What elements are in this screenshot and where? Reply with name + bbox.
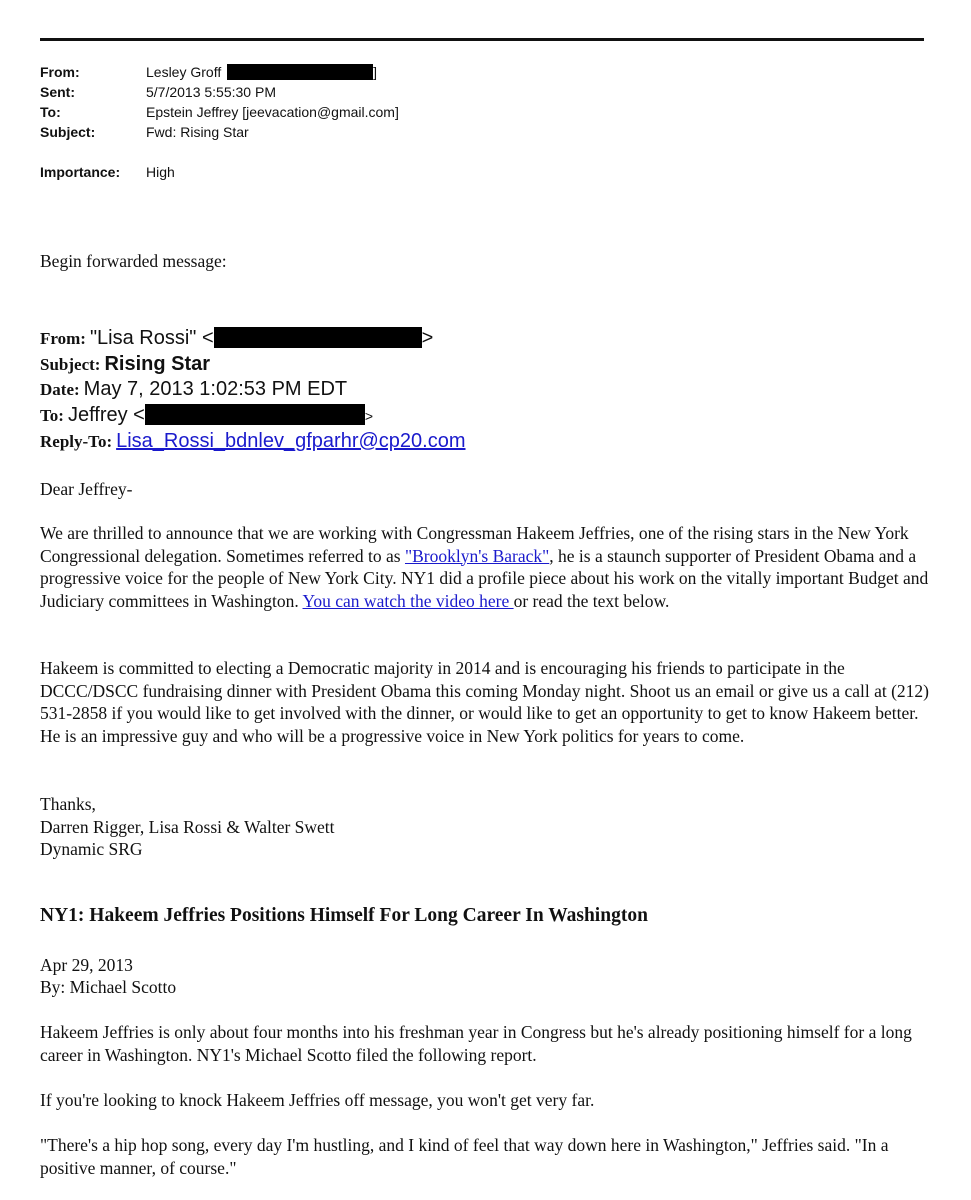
body-p1-text-a: We are thrilled to announce that we are working with Congressman Hakeem Jeffries, one of the rising stars in the New York Congressional delegation. Sometimes referred to as <box>40 523 909 566</box>
article-paragraph-2: If you're looking to knock Hakeem Jeffries off message, you won't get very far. <box>40 1090 595 1110</box>
fwd-subject-label: Subject: <box>40 355 101 374</box>
fwd-subject-value: Rising Star <box>104 353 211 375</box>
from-label: From: <box>40 64 80 80</box>
body-p1-text-b: , he is a staunch supporter of President Obama and a progressive voice for the people of New York City. NY1 did a profile piece about his work on the vitally important Budget and Judiciary committees in Washington. <box>40 545 929 611</box>
article-headline: NY1: Hakeem Jeffries Positions Himself For Long Career In Washington <box>40 905 648 926</box>
subject-label: Subject: <box>40 124 96 140</box>
company-name: Dynamic SRG <box>40 839 143 859</box>
signoff: Thanks, <box>40 794 96 814</box>
to-label: To: <box>40 104 61 120</box>
fwd-to-row <box>40 403 373 429</box>
fwd-from-close: > <box>421 327 434 349</box>
article-date: Apr 29, 2013 <box>40 955 133 975</box>
redaction-bar <box>145 404 365 425</box>
signers: Darren Rigger, Lisa Rossi & Walter Swett <box>40 817 335 837</box>
fwd-to-label: To: <box>40 406 64 425</box>
top-rule <box>40 38 924 41</box>
fwd-from-value: "Lisa Rossi" < <box>89 327 214 349</box>
subject-value: Fwd: Rising Star <box>146 124 249 140</box>
fwd-replyto-row <box>40 429 466 455</box>
fwd-date-row <box>40 377 347 403</box>
to-value: Epstein Jeffrey [jeevacation@gmail.com] <box>146 104 399 120</box>
fwd-to-close: > <box>364 408 374 424</box>
watch-video-link[interactable]: You can watch the video here <box>302 590 514 611</box>
fwd-subject-row <box>40 352 210 378</box>
fwd-from-label: From: <box>40 329 86 348</box>
article-paragraph-3: "There's a hip hop song, every day I'm hustling, and I kind of feel that way down here in Washington," Jeffries said. "In a positive manner, of course." <box>40 1135 889 1178</box>
from-value <box>146 62 377 82</box>
body-p1-text-c: or read the text below. <box>513 590 670 611</box>
sent-value: 5/7/2013 5:55:30 PM <box>146 84 276 100</box>
redaction-bar <box>214 327 422 348</box>
replyto-email-link[interactable]: Lisa_Rossi_bdnlev_gfparhr@cp20.com <box>116 430 466 452</box>
fwd-date-label: Date: <box>40 380 80 399</box>
article-byline: By: Michael Scotto <box>40 977 177 997</box>
importance-value: High <box>146 164 175 180</box>
sent-label: Sent: <box>40 84 75 100</box>
fwd-from-row <box>40 326 433 352</box>
fwd-to-value: Jeffrey < <box>67 404 145 426</box>
fwd-date-value: May 7, 2013 1:02:53 PM EDT <box>83 378 348 400</box>
from-close: ] <box>373 64 378 80</box>
from-name: Lesley Groff <box>146 64 222 80</box>
importance-label: Importance: <box>40 164 121 180</box>
fwd-replyto-label: Reply-To: <box>40 432 113 451</box>
forward-intro: Begin forwarded message: <box>40 251 227 271</box>
body-paragraph-1 <box>40 522 930 612</box>
body-paragraph-2: Hakeem is committed to electing a Democratic majority in 2014 and is encouraging his friends to participate in the DCCC/DSCC fundraising dinner with President Obama this coming Monday night. Shoot us an email or give us a call at (212) 531-2858 if you would like to get involved with the dinner, or would like to get an opportunity to get to know Hakeem better. He is an impressive guy and who will be a progressive voice in New York politics for years to come. <box>40 658 929 746</box>
greeting: Dear Jeffrey- <box>40 479 133 499</box>
article-paragraph-1: Hakeem Jeffries is only about four months into his freshman year in Congress but he's already positioning himself for a long career in Washington. NY1's Michael Scotto filed the following report. <box>40 1022 912 1065</box>
redaction-bar <box>227 64 373 80</box>
brooklyns-barack-link[interactable]: "Brooklyn's Barack" <box>404 545 550 566</box>
